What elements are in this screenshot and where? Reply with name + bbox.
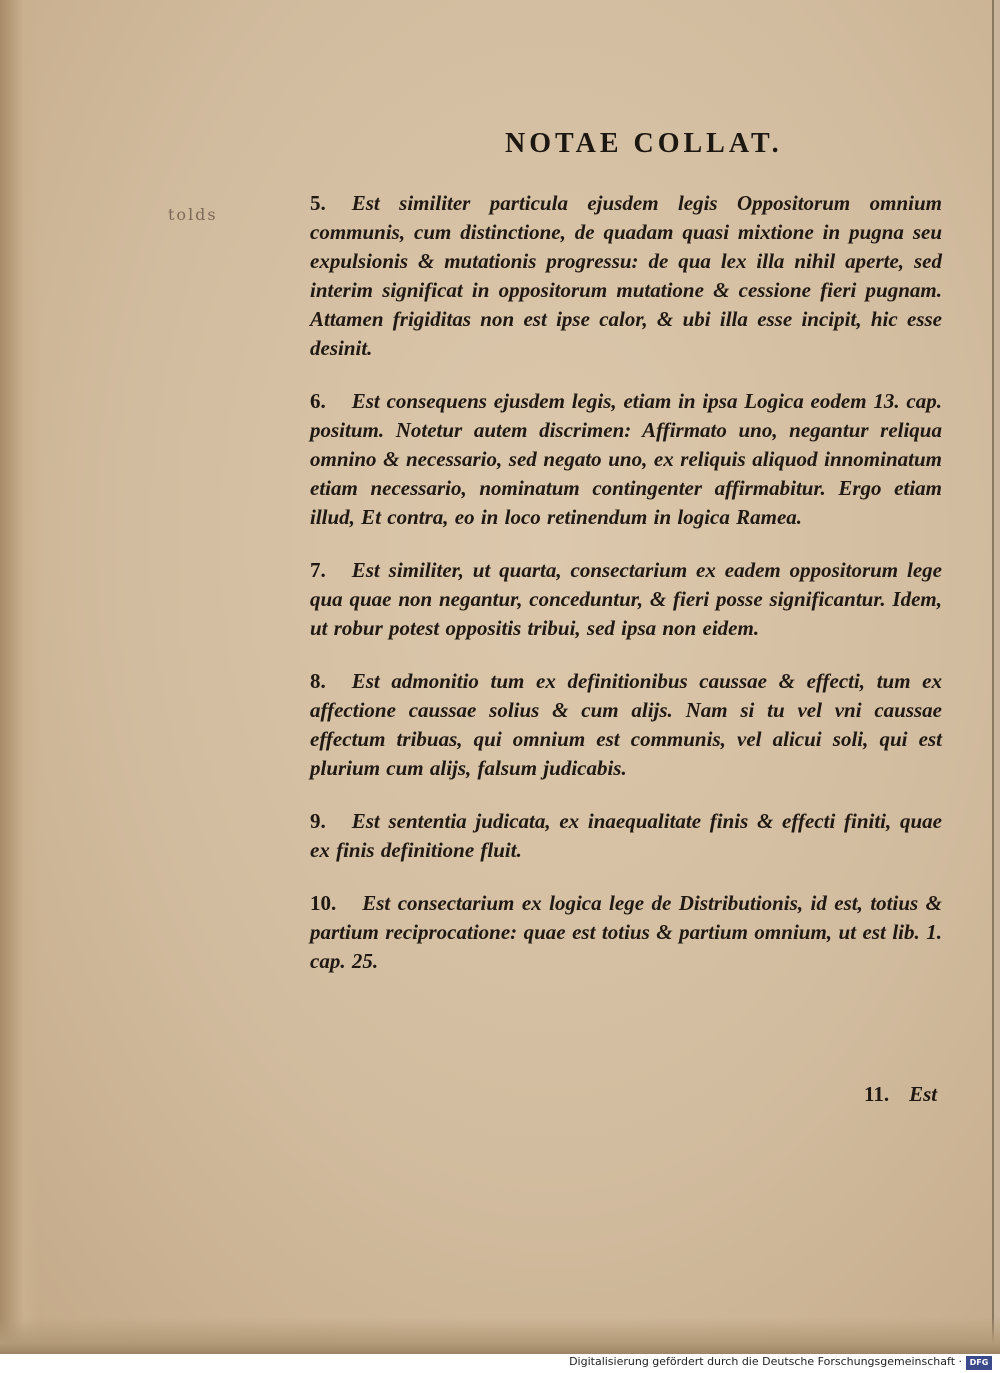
note-7 [310, 556, 942, 643]
margin-note: tolds [168, 205, 218, 224]
note-text: Est similiter, ut quarta, consectarium ex eadem oppositorum lege qua quae non negantur, conceduntur, & fieri posse significantur. Idem, ut robur potest oppositis tribui, sed ipsa non eidem. [310, 558, 942, 640]
note-text: Est consectarium ex logica lege de Distributionis, id est, totius & partium reciprocatione: quae est totius & partium omnium, ut est lib. 1. cap. 25. [310, 891, 942, 973]
note-text: Est similiter particula ejusdem legis Oppositorum omnium communis, cum distinctione, de quadam quasi mixtione in pugna seu expulsionis & mutationis progressu: de qua lex illa nihil aperte, sed interim significat in oppositorum mutatione & cessione fieri pugnam. Attamen frigiditas non est ipse calor, & ubi illa esse incipit, hic esse desinit. [310, 191, 942, 360]
running-header: NOTAE COLLAT. [505, 128, 783, 159]
note-number: 8. [310, 669, 326, 693]
note-number: 9. [310, 809, 326, 833]
footer-bar [0, 1354, 1000, 1373]
page-edge-bottom [0, 1318, 1000, 1354]
notes-list [310, 168, 942, 1000]
note-text: Est admonitio tum ex definitionibus caussae & effecti, tum ex affectione caussae solius & cum alijs. Nam si tu vel vni caussae effectum tribuas, qui omnium est communis, vel alicui soli, qui est plurium cum alijs, falsum judicabis. [310, 669, 942, 780]
dfg-logo-icon: DFG [966, 1356, 992, 1370]
note-number: 7. [310, 558, 326, 582]
funding-credit: Digitalisierung gefördert durch die Deutsche Forschungsgemeinschaft · [569, 1355, 962, 1368]
catchword-word: Est [909, 1082, 938, 1106]
note-6 [310, 387, 942, 532]
note-9 [310, 807, 942, 865]
note-5 [310, 189, 942, 363]
note-text: Est sententia judicata, ex inaequalitate finis & effecti finiti, quae ex finis definitione fluit. [310, 809, 942, 862]
page-edge-left [0, 0, 40, 1354]
note-number: 5. [310, 191, 326, 215]
note-text: Est consequens ejusdem legis, etiam in ipsa Logica eodem 13. cap. positum. Notetur autem discrimen: Affirmato uno, negantur reliqua omnino & necessario, sed negato uno, ex reliquis aliquod innominatum etiam necessario, nominatum contingenter affirmabitur. Ergo etiam illud, Et contra, eo in loco retinendum in logica Ramea. [310, 389, 942, 529]
catchword-number: 11. [864, 1082, 890, 1106]
note-10 [310, 889, 942, 976]
note-8 [310, 667, 942, 783]
note-number: 6. [310, 389, 326, 413]
note-number: 10. [310, 891, 337, 915]
catchword [864, 1082, 937, 1107]
